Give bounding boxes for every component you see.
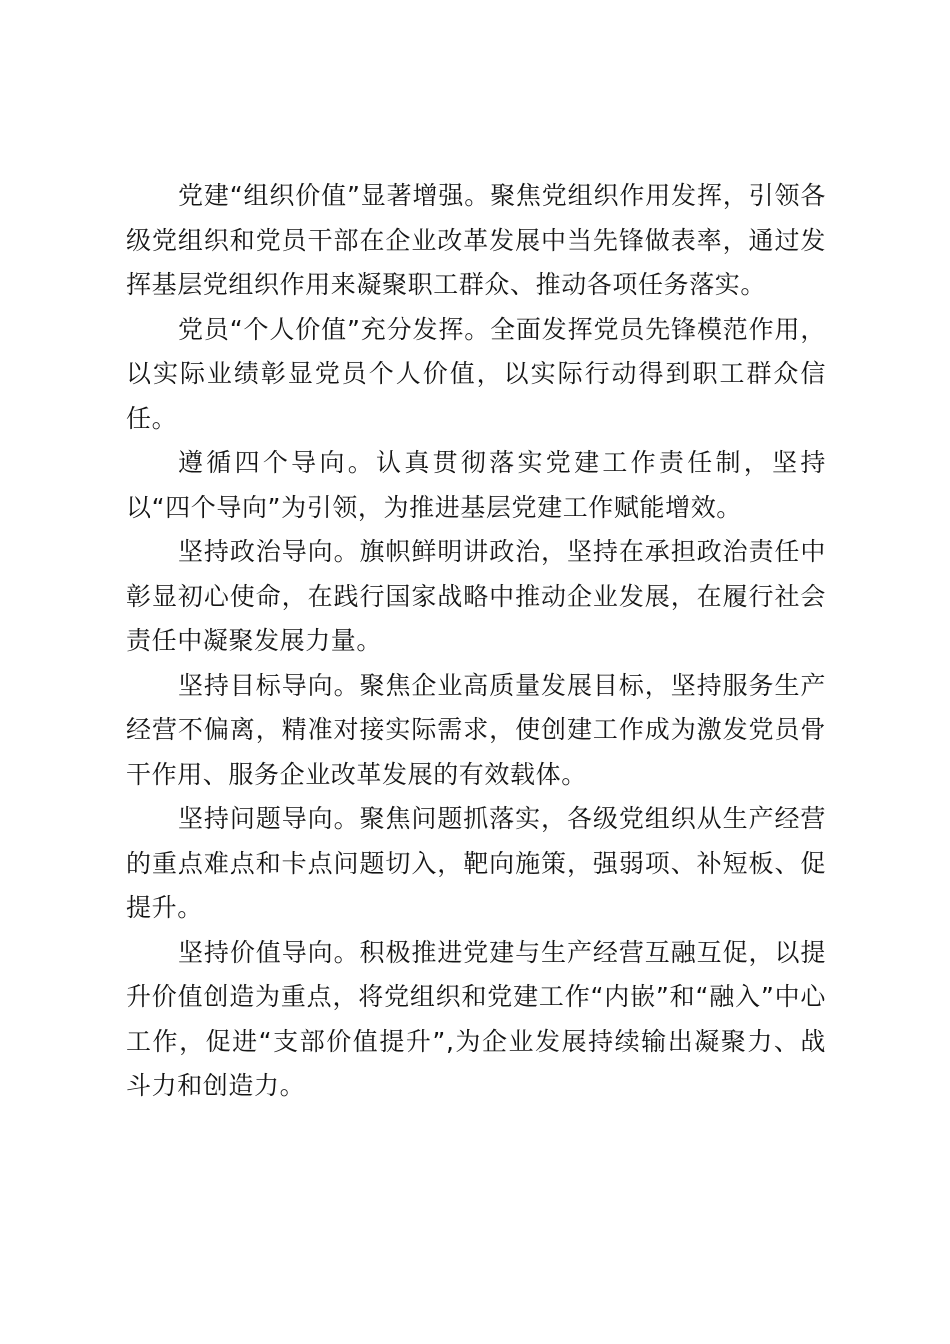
paragraph-political-orientation: 坚持政治导向。旗帜鲜明讲政治，坚持在承担政治责任中彰显初心使命，在践行国家战略中推动企业发展，在履行社会责任中凝聚发展力量。	[126, 537, 826, 655]
paragraph-organization-value: 党建“组织价值”显著增强。聚焦党组织作用发挥，引领各级党组织和党员干部在企业改革发展中当先锋做表率，通过发挥基层党组织作用来凝聚职工群众、推动各项任务落实。	[126, 181, 826, 299]
paragraph-problem-orientation: 坚持问题导向。聚焦问题抓落实，各级党组织从生产经营的重点难点和卡点问题切入，靶向施策，强弱项、补短板、促提升。	[126, 804, 826, 922]
paragraph-value-orientation: 坚持价值导向。积极推进党建与生产经营互融互促，以提升价值创造为重点，将党组织和党建工作“内嵌”和“融入”中心工作，促进“支部价值提升”,为企业发展持续输出凝聚力、战斗力和创造力。	[126, 937, 826, 1100]
paragraph-member-value: 党员“个人价值”充分发挥。全面发挥党员先锋模范作用，以实际业绩彰显党员个人价值，以实际行动得到职工群众信任。	[126, 314, 826, 433]
document-body	[126, 174, 826, 1109]
paragraph-goal-orientation: 坚持目标导向。聚焦企业高质量发展目标，坚持服务生产经营不偏离，精准对接实际需求，使创建工作成为激发党员骨干作用、服务企业改革发展的有效载体。	[126, 670, 826, 789]
paragraph-four-orientations: 遵循四个导向。认真贯彻落实党建工作责任制，坚持以“四个导向”为引领，为推进基层党建工作赋能增效。	[126, 448, 826, 522]
